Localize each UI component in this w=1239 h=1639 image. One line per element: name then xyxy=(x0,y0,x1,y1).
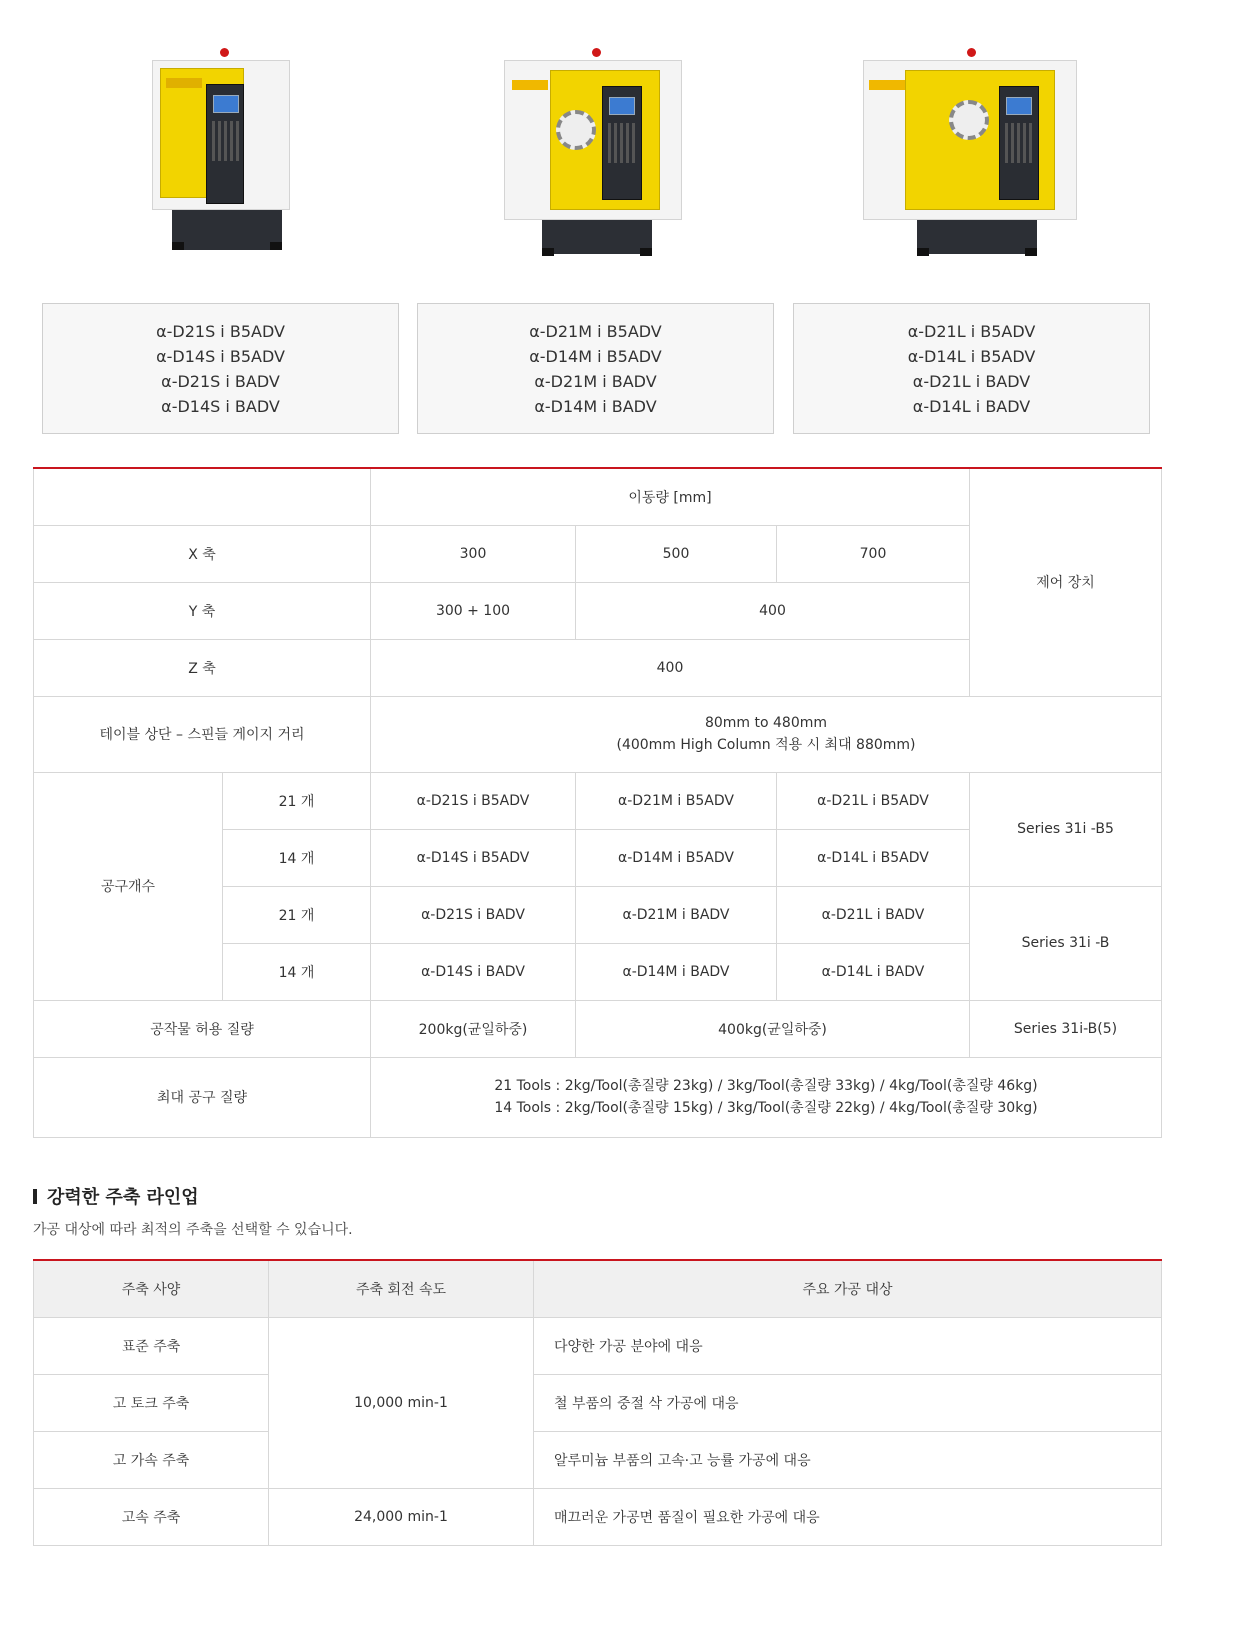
machine-image xyxy=(150,30,310,280)
section-bar-icon xyxy=(33,1189,37,1204)
z-axis-label: Z 축 xyxy=(34,639,371,696)
spindle-target: 알루미늄 부품의 고속·고 능률 가공에 대응 xyxy=(534,1431,1162,1488)
spindle-type: 고속 주축 xyxy=(34,1488,269,1545)
spindle-type: 표준 주축 xyxy=(34,1317,269,1374)
spindle-target: 철 부품의 중절 삭 가공에 대응 xyxy=(534,1374,1162,1431)
section-title-text: 강력한 주축 라인업 xyxy=(47,1187,199,1208)
workpiece-value: 200kg(균일하중) xyxy=(371,1000,576,1057)
model-box xyxy=(42,303,399,434)
model-name: α-D14S i B5ADV xyxy=(156,346,285,366)
spindle-type: 고 토크 주축 xyxy=(34,1374,269,1431)
distance-line: (400mm High Column 적용 시 최대 880mm) xyxy=(616,737,916,753)
tool-model: α-D21M i BADV xyxy=(576,886,777,943)
empty-cell xyxy=(34,468,371,525)
spindle-target: 다양한 가공 분야에 대응 xyxy=(534,1317,1162,1374)
tool-model: α-D14S i B5ADV xyxy=(371,829,576,886)
spec-table xyxy=(33,467,1162,1138)
x-value: 500 xyxy=(576,525,777,582)
product-gallery xyxy=(0,0,1239,460)
model-box xyxy=(417,303,774,434)
tool-model: α-D14M i BADV xyxy=(576,943,777,1000)
model-name: α-D21S i B5ADV xyxy=(156,321,285,341)
spindle-speed: 24,000 min-1 xyxy=(269,1488,534,1545)
model-name: α-D14M i B5ADV xyxy=(529,346,662,366)
tool-count: 14 개 xyxy=(223,943,371,1000)
workpiece-label: 공작물 허용 질량 xyxy=(34,1000,371,1057)
section-description: 가공 대상에 따라 최적의 주축을 선택할 수 있습니다. xyxy=(33,1222,353,1238)
y-axis-label: Y 축 xyxy=(34,582,371,639)
x-value: 700 xyxy=(777,525,970,582)
spindle-table xyxy=(33,1259,1162,1546)
tool-model: α-D21S i BADV xyxy=(371,886,576,943)
spindle-target: 매끄러운 가공면 품질이 필요한 가공에 대응 xyxy=(534,1488,1162,1545)
model-name: α-D14L i B5ADV xyxy=(907,346,1036,366)
model-name: α-D14S i BADV xyxy=(161,396,280,416)
x-axis-label: X 축 xyxy=(34,525,371,582)
control-b5: Series 31i -B5 xyxy=(970,772,1162,886)
model-name: α-D14M i BADV xyxy=(534,396,657,416)
y-value: 400 xyxy=(576,582,970,639)
x-value: 300 xyxy=(371,525,576,582)
z-value: 400 xyxy=(371,639,970,696)
model-name: α-D21M i B5ADV xyxy=(529,321,662,341)
model-name: α-D21M i BADV xyxy=(534,371,657,391)
control-header: 제어 장치 xyxy=(970,468,1162,696)
spindle-type: 고 가속 주축 xyxy=(34,1431,269,1488)
max-tool-value xyxy=(371,1057,1162,1137)
travel-header: 이동량 [mm] xyxy=(371,468,970,525)
column-header: 주축 회전 속도 xyxy=(269,1260,534,1317)
tools-label: 공구개수 xyxy=(34,772,223,1000)
tool-count: 21 개 xyxy=(223,886,371,943)
tool-model: α-D21M i B5ADV xyxy=(576,772,777,829)
spindle-speed: 10,000 min-1 xyxy=(269,1317,534,1488)
machine-image xyxy=(520,30,680,280)
tool-count: 14 개 xyxy=(223,829,371,886)
model-name: α-D21L i B5ADV xyxy=(907,321,1036,341)
model-name: α-D21L i BADV xyxy=(912,371,1031,391)
model-box xyxy=(793,303,1150,434)
control-b: Series 31i -B xyxy=(970,886,1162,1000)
tool-model: α-D21S i B5ADV xyxy=(371,772,576,829)
tool-count: 21 개 xyxy=(223,772,371,829)
tool-model: α-D21L i B5ADV xyxy=(777,772,970,829)
max-tool-line: 21 Tools : 2kg/Tool(총질량 23kg) / 3kg/Tool(총질량 33kg) / 4kg/Tool(총질량 46kg) xyxy=(494,1078,1038,1094)
workpiece-control: Series 31i-B(5) xyxy=(970,1000,1162,1057)
distance-line: 80mm to 480mm xyxy=(704,715,828,731)
distance-value xyxy=(371,696,1162,772)
tool-model: α-D21L i BADV xyxy=(777,886,970,943)
tool-model: α-D14L i B5ADV xyxy=(777,829,970,886)
column-header: 주축 사양 xyxy=(34,1260,269,1317)
max-tool-label: 최대 공구 질량 xyxy=(34,1057,371,1137)
machine-image xyxy=(895,30,1055,280)
model-name: α-D14L i BADV xyxy=(912,396,1031,416)
section-title xyxy=(33,1183,199,1209)
model-name: α-D21S i BADV xyxy=(161,371,280,391)
column-header: 주요 가공 대상 xyxy=(534,1260,1162,1317)
workpiece-value: 400kg(균일하중) xyxy=(576,1000,970,1057)
tool-model: α-D14L i BADV xyxy=(777,943,970,1000)
distance-label: 테이블 상단 – 스핀들 게이지 거리 xyxy=(34,696,371,772)
tool-model: α-D14S i BADV xyxy=(371,943,576,1000)
tool-model: α-D14M i B5ADV xyxy=(576,829,777,886)
y-value: 300 + 100 xyxy=(371,582,576,639)
max-tool-line: 14 Tools : 2kg/Tool(총질량 15kg) / 3kg/Tool(총질량 22kg) / 4kg/Tool(총질량 30kg) xyxy=(494,1100,1038,1116)
